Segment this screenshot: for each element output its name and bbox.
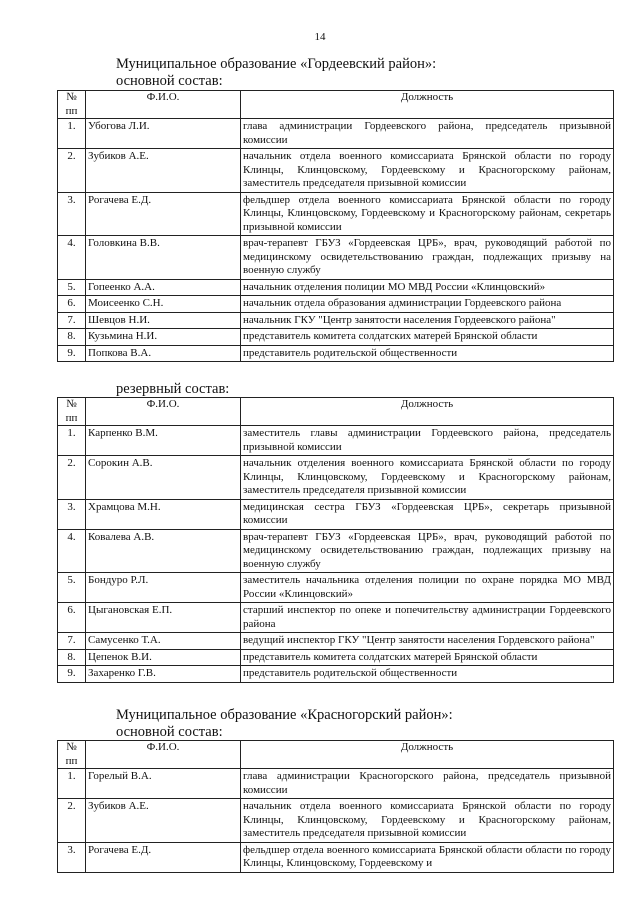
row-number: 7. bbox=[58, 633, 86, 650]
member-position: начальник отдела военного комиссариата Брянской области по городу Клинцы, Клинцовскому, Гордеевскому и Красногорскому районам, заместитель председателя призывной комиссии bbox=[241, 799, 614, 843]
member-position: заместитель начальника отделения полиции по охране порядка МО МВД России «Клинцовский» bbox=[241, 573, 614, 603]
section1-main-table bbox=[57, 90, 614, 362]
member-position: начальник отдела образования администрации Гордеевского района bbox=[241, 296, 614, 313]
table-row bbox=[58, 529, 614, 573]
table-row bbox=[58, 573, 614, 603]
table-row bbox=[58, 426, 614, 456]
header-name: Ф.И.О. bbox=[86, 398, 241, 426]
table-row bbox=[58, 633, 614, 650]
table-row bbox=[58, 769, 614, 799]
member-position: начальник ГКУ "Центр занятости населения Гордеевского района" bbox=[241, 312, 614, 329]
member-name: Моисеенко С.Н. bbox=[86, 296, 241, 313]
member-name: Сорокин А.В. bbox=[86, 456, 241, 500]
section1-reserve-label: резервный состав: bbox=[116, 381, 230, 397]
row-number: 3. bbox=[58, 499, 86, 529]
member-position: фельдшер отдела военного комиссариата Брянской области по городу Клинцы, Клинцовскому, Гордеевскому и Красногорскому районам, секретарь призывной комиссии bbox=[241, 192, 614, 236]
table-row bbox=[58, 345, 614, 362]
section1-reserve-table bbox=[57, 397, 614, 683]
row-number: 9. bbox=[58, 345, 86, 362]
row-number: 1. bbox=[58, 426, 86, 456]
header-position: Должность bbox=[241, 91, 614, 119]
member-name: Зубиков А.Е. bbox=[86, 149, 241, 193]
member-name: Цепенок В.И. bbox=[86, 649, 241, 666]
row-number: 3. bbox=[58, 192, 86, 236]
member-name: Гопеенко А.А. bbox=[86, 279, 241, 296]
row-number: 1. bbox=[58, 769, 86, 799]
member-name: Зубиков А.Е. bbox=[86, 799, 241, 843]
row-number: 8. bbox=[58, 649, 86, 666]
table-row bbox=[58, 666, 614, 683]
member-name: Шевцов Н.И. bbox=[86, 312, 241, 329]
header-position: Должность bbox=[241, 398, 614, 426]
member-position: фельдшер отдела военного комиссариата Брянской области области по городу Клинцы, Клинцовскому, Гордеевскому и bbox=[241, 842, 614, 872]
header-position: Должность bbox=[241, 741, 614, 769]
member-position: представитель комитета солдатских матерей Брянской области bbox=[241, 329, 614, 346]
header-num: № пп bbox=[58, 741, 86, 769]
member-name: Горелый В.А. bbox=[86, 769, 241, 799]
header-num: № пп bbox=[58, 91, 86, 119]
member-position: врач-терапевт ГБУЗ «Гордеевская ЦРБ», врач, руководящий работой по медицинскому освидетельствованию граждан, подлежащих призыву на военную службу bbox=[241, 529, 614, 573]
table-row bbox=[58, 499, 614, 529]
member-name: Ковалева А.В. bbox=[86, 529, 241, 573]
row-number: 4. bbox=[58, 236, 86, 280]
member-name: Попкова В.А. bbox=[86, 345, 241, 362]
member-position: глава администрации Красногорского района, председатель призывной комиссии bbox=[241, 769, 614, 799]
table-row bbox=[58, 649, 614, 666]
table-row bbox=[58, 279, 614, 296]
row-number: 7. bbox=[58, 312, 86, 329]
table-row bbox=[58, 236, 614, 280]
header-name: Ф.И.О. bbox=[86, 741, 241, 769]
table-row bbox=[58, 329, 614, 346]
row-number: 2. bbox=[58, 149, 86, 193]
member-position: представитель родительской общественности bbox=[241, 345, 614, 362]
row-number: 5. bbox=[58, 279, 86, 296]
row-number: 4. bbox=[58, 529, 86, 573]
member-position: представитель родительской общественности bbox=[241, 666, 614, 683]
table-row bbox=[58, 456, 614, 500]
row-number: 5. bbox=[58, 573, 86, 603]
member-position: старший инспектор по опеке и попечительству администрации Гордеевского района bbox=[241, 603, 614, 633]
table-row bbox=[58, 149, 614, 193]
table-row bbox=[58, 119, 614, 149]
section2-main-table bbox=[57, 740, 614, 873]
page-number: 14 bbox=[314, 31, 326, 43]
member-name: Захаренко Г.В. bbox=[86, 666, 241, 683]
member-name: Бондуро Р.Л. bbox=[86, 573, 241, 603]
header-name: Ф.И.О. bbox=[86, 91, 241, 119]
table-header-row bbox=[58, 91, 614, 119]
section2-main-label: основной состав: bbox=[116, 724, 223, 740]
section1-main-label: основной состав: bbox=[116, 73, 223, 89]
member-position: врач-терапевт ГБУЗ «Гордеевская ЦРБ», врач, руководящий работой по медицинскому освидетельствованию граждан, подлежащих призыву на военную службу bbox=[241, 236, 614, 280]
table-row bbox=[58, 603, 614, 633]
header-num: № пп bbox=[58, 398, 86, 426]
member-position: представитель комитета солдатских матерей Брянской области bbox=[241, 649, 614, 666]
row-number: 8. bbox=[58, 329, 86, 346]
section2-title: Муниципальное образование «Красногорский район»: bbox=[116, 707, 453, 723]
table-row bbox=[58, 799, 614, 843]
member-name: Храмцова М.Н. bbox=[86, 499, 241, 529]
member-name: Рогачева Е.Д. bbox=[86, 192, 241, 236]
member-name: Головкина В.В. bbox=[86, 236, 241, 280]
member-position: глава администрации Гордеевского района, председатель призывной комиссии bbox=[241, 119, 614, 149]
row-number: 1. bbox=[58, 119, 86, 149]
row-number: 6. bbox=[58, 296, 86, 313]
row-number: 2. bbox=[58, 799, 86, 843]
row-number: 2. bbox=[58, 456, 86, 500]
member-position: начальник отдела военного комиссариата Брянской области по городу Клинцы, Клинцовскому, Гордеевскому и Красногорскому районам, заместитель председателя призывной комиссии bbox=[241, 149, 614, 193]
member-name: Кузьмина Н.И. bbox=[86, 329, 241, 346]
table-row bbox=[58, 842, 614, 872]
member-position: начальник отделения полиции МО МВД России «Клинцовский» bbox=[241, 279, 614, 296]
section1-title: Муниципальное образование «Гордеевский район»: bbox=[116, 56, 437, 72]
member-name: Карпенко В.М. bbox=[86, 426, 241, 456]
member-position: медицинская сестра ГБУЗ «Гордеевская ЦРБ», секретарь призывной комиссии bbox=[241, 499, 614, 529]
table-row bbox=[58, 312, 614, 329]
member-name: Самусенко Т.А. bbox=[86, 633, 241, 650]
table-header-row bbox=[58, 741, 614, 769]
table-header-row bbox=[58, 398, 614, 426]
row-number: 6. bbox=[58, 603, 86, 633]
member-name: Цыгановская Е.П. bbox=[86, 603, 241, 633]
member-position: ведущий инспектор ГКУ "Центр занятости населения Гордевского района" bbox=[241, 633, 614, 650]
row-number: 9. bbox=[58, 666, 86, 683]
table-row bbox=[58, 192, 614, 236]
row-number: 3. bbox=[58, 842, 86, 872]
member-position: заместитель главы администрации Гордеевского района, председатель призывной комиссии bbox=[241, 426, 614, 456]
member-name: Рогачева Е.Д. bbox=[86, 842, 241, 872]
member-name: Убогова Л.И. bbox=[86, 119, 241, 149]
member-position: начальник отделения военного комиссариата Брянской области по городу Клинцы, Клинцовскому, Гордеевскому и Красногорскому районам, заместитель председателя призывной комиссии bbox=[241, 456, 614, 500]
table-row bbox=[58, 296, 614, 313]
